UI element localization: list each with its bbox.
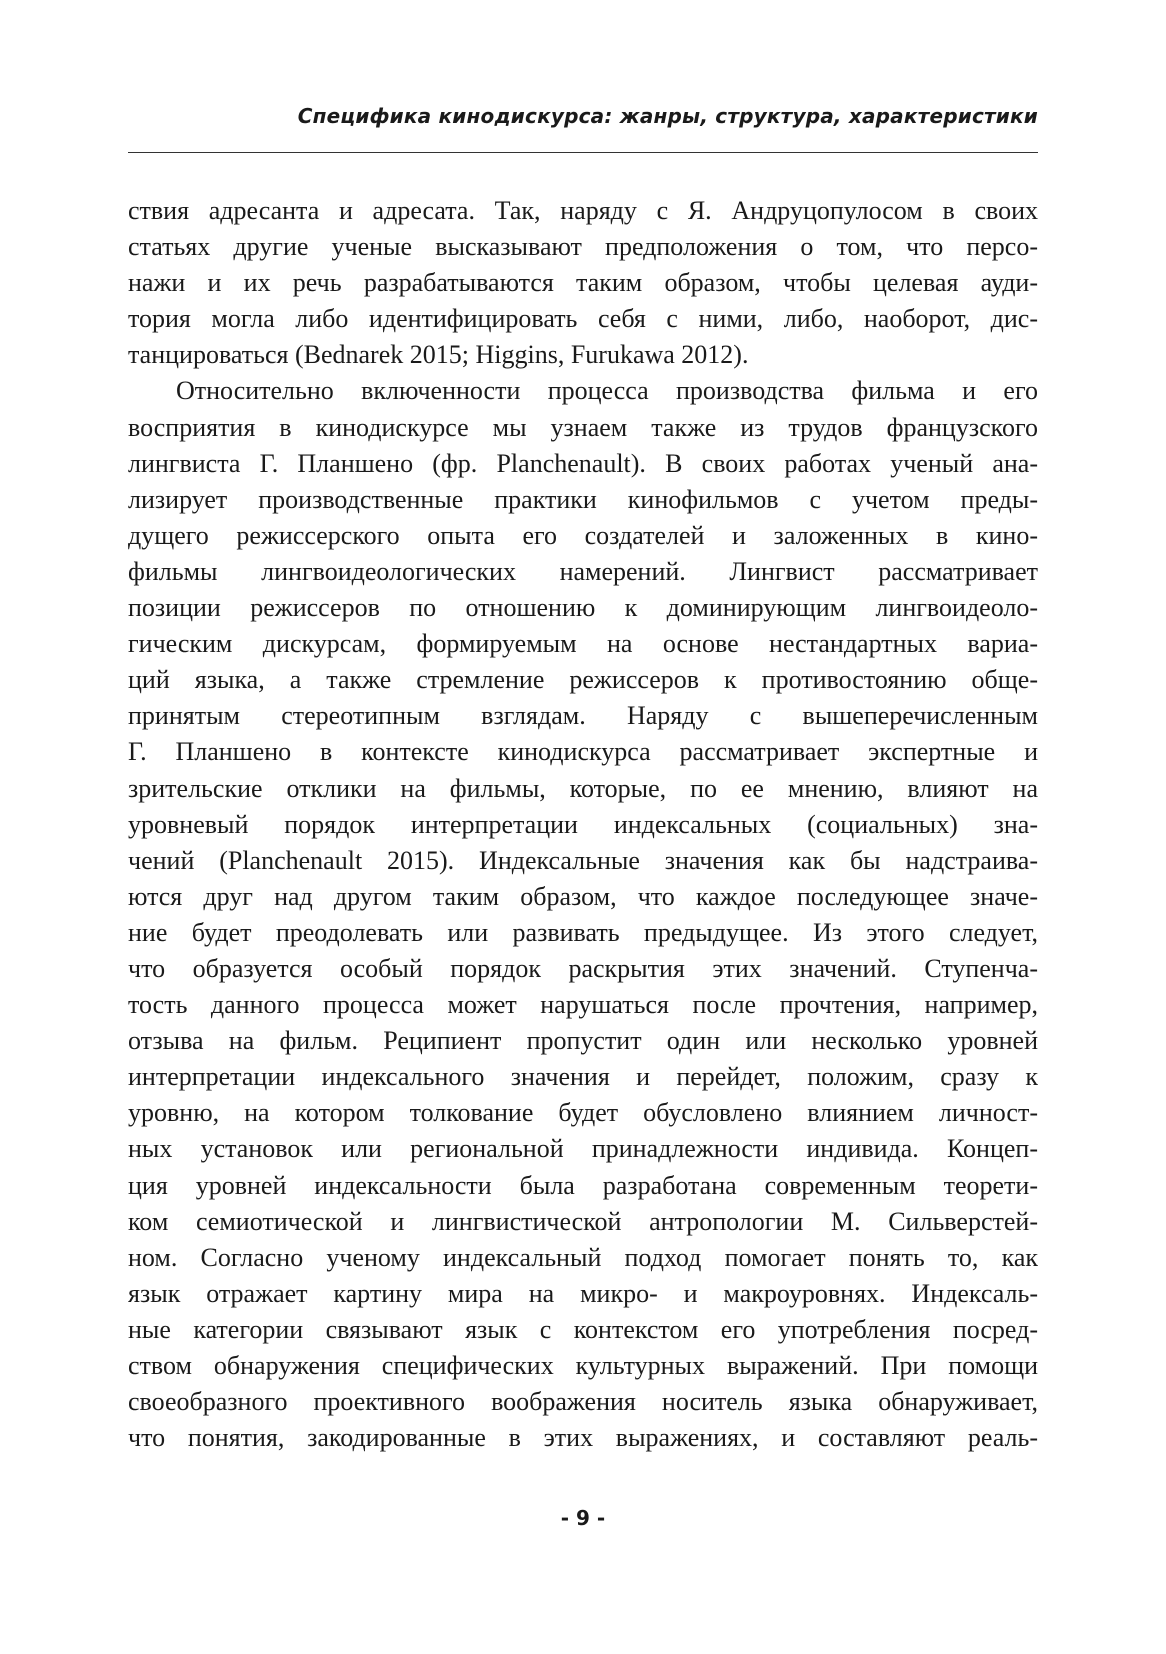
text-line: танцироваться (Bednarek 2015; Higgins, Furukawa 2012). (128, 340, 749, 370)
text-line: лизирует производственные практики кинофильмов с учетом преды- (128, 484, 1038, 514)
text-line: фильмы лингвоидеологических намерений. Лингвист рассматривает (128, 556, 1038, 586)
text-line: отзыва на фильм. Реципиент пропустит один или несколько уровней (128, 1026, 1038, 1056)
text-line: ном. Согласно ученому индексальный подход помогает понять то, как (128, 1242, 1038, 1272)
text-line: принятым стереотипным взглядам. Наряду с вышеперечисленным (128, 701, 1038, 731)
text-line: лингвиста Г. Планшено (фр. Planchenault). В своих работах ученый ана- (128, 448, 1038, 478)
text-line: восприятия в кинодискурсе мы узнаем также из трудов французского (128, 412, 1038, 442)
text-line: уровню, на котором толкование будет обусловлено влиянием личност- (128, 1098, 1038, 1128)
text-line: интерпретации индексального значения и перейдет, положим, сразу к (128, 1062, 1038, 1092)
text-line: ция уровней индексальности была разработана современным теорети- (128, 1170, 1038, 1200)
text-line: зрительские отклики на фильмы, которые, по ее мнению, влияют на (128, 773, 1038, 803)
text-line: статьях другие ученые высказывают предположения о том, что персо- (128, 232, 1038, 262)
paragraph-1 (128, 193, 1038, 373)
text-line: тория могла либо идентифицировать себя с ними, либо, наоборот, дис- (128, 304, 1038, 334)
header-rule (128, 152, 1038, 153)
text-line: уровневый порядок интерпретации индексальных (социальных) зна- (128, 809, 1038, 839)
text-line: язык отражает картину мира на микро- и макроуровнях. Индексаль- (128, 1278, 1038, 1308)
text-line: ных установок или региональной принадлежности индивида. Концеп- (128, 1134, 1038, 1164)
text-line: что образуется особый порядок раскрытия этих значений. Ступенча- (128, 953, 1038, 983)
paragraph-2 (128, 373, 1038, 1456)
text-line: что понятия, закодированные в этих выражениях, и составляют реаль- (128, 1423, 1038, 1453)
text-line: ние будет преодолевать или развивать предыдущее. Из этого следует, (128, 917, 1038, 947)
text-line: чений (Planchenault 2015). Индексальные значения как бы надстраива- (128, 845, 1038, 875)
text-line: нажи и их речь разрабатываются таким образом, чтобы целевая ауди- (128, 268, 1038, 298)
text-line: ций языка, а также стремление режиссеров к противостоянию обще- (128, 665, 1038, 695)
page-number: - 9 - (560, 1506, 606, 1530)
text-line: позиции режиссеров по отношению к доминирующим лингвоидеоло- (128, 593, 1038, 623)
text-line: ются друг над другом таким образом, что каждое последующее значе- (128, 881, 1038, 911)
text-line: тость данного процесса может нарушаться после прочтения, например, (128, 990, 1038, 1020)
text-line: своеобразного проективного воображения носитель языка обнаруживает, (128, 1387, 1038, 1417)
text-line: ством обнаружения специфических культурных выражений. При помощи (128, 1351, 1038, 1380)
text-line: Г. Планшено в контексте кинодискурса рассматривает экспертные и (128, 737, 1038, 767)
running-header-title: Специфика кинодискурса: жанры, структура, характеристики (297, 104, 1038, 128)
text-line: ные категории связывают язык с контекстом его употребления посред- (128, 1314, 1038, 1344)
text-line: дущего режиссерского опыта его создателей и заложенных в кино- (128, 520, 1038, 550)
text-line: Относительно включенности процесса производства фильма и его (176, 376, 1038, 406)
text-line: ствия адресанта и адресата. Так, наряду с Я. Андруцопулосом в своих (128, 196, 1038, 225)
body-text (128, 193, 1038, 1456)
text-line: ком семиотической и лингвистической антропологии М. Сильверстей- (128, 1206, 1038, 1236)
text-line: гическим дискурсам, формируемым на основе нестандартных вариа- (128, 629, 1038, 659)
